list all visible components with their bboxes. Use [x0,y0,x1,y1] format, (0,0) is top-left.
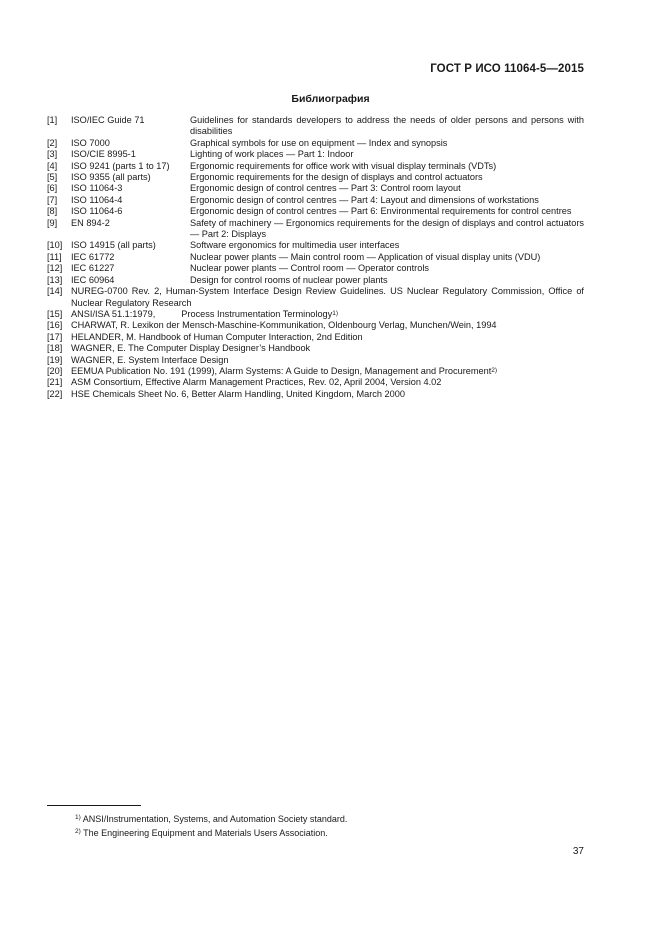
ref-1: [1] ISO/IEC Guide 71 Guidelines for standards developers to address the needs of older persons and persons with disabilities [47,115,584,137]
bibliography-title: Библиография [291,93,370,105]
ref-15-title: Process Instrumentation Terminology [181,308,333,319]
ref-15: [15] ANSI/ISA 51.1:1979, Process Instrumentation Terminology$^{1)}$ [47,308,339,319]
ref-12: [12] IEC 61227 Nuclear power plants — Control room — Operator controls [47,263,429,274]
footnote-ref-2: 2) [491,366,498,374]
ref-5: [5] ISO 9355 (all parts) Ergonomic requirements for the design of displays and control actuators [47,172,483,183]
ref-17: [17] HELANDER, M. Handbook of Human Computer Interaction, 2nd Edition [47,331,363,342]
footnote-2: $^{2)}$ The Engineering Equipment and Materials Users Association. [75,828,328,838]
ref-16: [16] CHARWAT, R. Lexikon der Mensch-Maschine-Kommunikation, Oldenbourg Verlag, Munchen/Wein, 1994 [47,320,497,331]
ref-21: [21] ASM Consortium, Effective Alarm Management Practices, Rev. 02, April 2004, Version 4.02 [47,377,442,388]
ref-8: [8] ISO 11064-6 Ergonomic design of control centres — Part 6: Environmental requirements for control centres [47,206,572,217]
footnote-divider [47,805,141,806]
ref-11: [11] IEC 61772 Nuclear power plants — Main control room — Application of visual display units (VDU) [47,251,541,262]
ref-20-text: EEMUA Publication No. 191 (1999), Alarm Systems: A Guide to Design, Management and Procurement [71,365,492,376]
footnote-1: $^{1)}$ ANSI/Instrumentation, Systems, and Automation Society standard. [75,814,348,824]
bibliography-list [47,115,584,400]
ref-6: [6] ISO 11064-3 Ergonomic design of control centres — Part 3: Control room layout [47,183,461,194]
ref-19: [19] WAGNER, E. System Interface Design [47,354,229,365]
standard-header: ГОСТ Р ИСО 11064-5—2015 [430,63,584,75]
ref-4: [4] ISO 9241 (parts 1 to 17) Ergonomic requirements for office work with visual display terminals (VDTs) [47,160,497,171]
ref-7: [7] ISO 11064-4 Ergonomic design of control centres — Part 4: Layout and dimensions of workstations [47,194,539,205]
ref-10: [10] ISO 14915 (all parts) Software ergonomics for multimedia user interfaces [47,240,400,251]
page-number: 37 [572,846,584,857]
ref-20: [20] EEMUA Publication No. 191 (1999), Alarm Systems: A Guide to Design, Management and Procurement$^{2)}$ [47,365,498,376]
ref-2: [2] ISO 7000 Graphical symbols for use on equipment — Index and synopsis [47,137,448,148]
ref-3: [3] ISO/CIE 8995-1 Lighting of work places — Part 1: Indoor [47,149,354,160]
ref-22: [22] HSE Chemicals Sheet No. 6, Better Alarm Handling, United Kingdom, March 2000 [47,388,405,399]
footnotes [75,812,347,840]
ref-13: [13] IEC 60964 Design for control rooms of nuclear power plants [47,274,388,285]
footnote-ref-1: 1) [332,309,339,317]
ref-14: [14] NUREG-0700 Rev. 2, Human-System Interface Design Review Guidelines. US Nuclear Regulatory Commission, Office of Nuclear Regulatory Research [47,286,584,308]
ref-9: [9] EN 894-2 Safety of machinery — Ergonomics requirements for the design of displays and control actuators — Part 2: Displays [47,217,584,240]
ref-18: [18] WAGNER, E. The Computer Display Designer’s Handbook [47,343,311,354]
